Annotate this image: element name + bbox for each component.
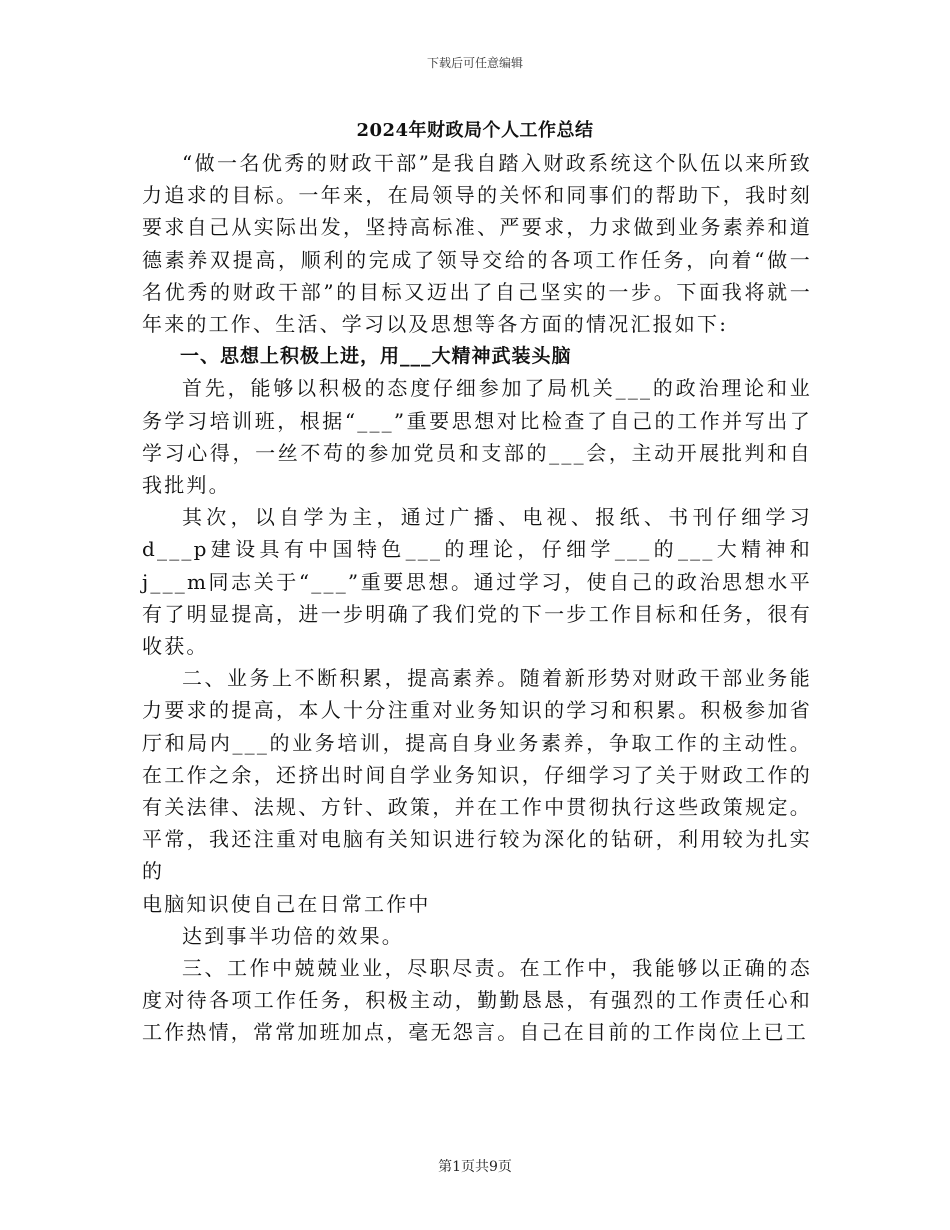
paragraph-second: 其次，以自学为主，通过广播、电视、报纸、书刊仔细学习d___p建设具有中国特色___的理论，仔细学___的___大精神和j___m同志关于“___”重要思想。通过学习，使自己的政治思想水平有了明显提高，进一步明确了我们党的下一步工作目标和任务，很有收获。 — [142, 505, 812, 659]
paragraph-first: 首先，能够以积极的态度仔细参加了局机关___的政治理论和业务学习培训班，根据“___”重要思想对比检查了自己的工作并写出了学习心得，一丝不苟的参加党员和支部的___会，主动开展批判和自我批判。 — [142, 376, 812, 498]
paragraph-section-3: 三、工作中兢兢业业，尽职尽责。在工作中，我能够以正确的态度对待各项工作任务，积极主动，勤勤恳恳，有强烈的工作责任心和工作热情，常常加班加点，毫无怨言。自己在目前的工作岗位上已工 — [142, 956, 812, 1045]
page-number: 第1页共9页 — [438, 1159, 512, 1175]
document-body — [142, 147, 812, 1049]
document-title: 2024年财政局个人工作总结 — [356, 120, 594, 141]
paragraph-intro: “做一名优秀的财政干部”是我自踏入财政系统这个队伍以来所致力追求的目标。一年来，在局领导的关怀和同事们的帮助下，我时刻要求自己从实际出发，坚持高标准、严要求，力求做到业务素养和道德素养双提高，顺利的完成了领导交给的各项工作任务，向着“做一名优秀的财政干部”的目标又迈出了自己坚实的一步。下面我将就一年来的工作、生活、学习以及思想等各方面的情况汇报如下: — [142, 151, 812, 337]
header-note: 下载后可任意编辑 — [426, 56, 523, 70]
paragraph-continuation: 电脑知识使自己在日常工作中 — [142, 891, 431, 916]
paragraph-section-2: 二、业务上不断积累，提高素养。随着新形势对财政干部业务能力要求的提高，本人十分注重对业务知识的学习和积累。积极参加省厅和局内___的业务培训，提高自身业务素养，争取工作的主动性。在工作之余，还挤出时间自学业务知识，仔细学习了关于财政工作的有关法律、法规、方针、政策，并在工作中贯彻执行这些政策规定。平常，我还注重对电脑有关知识进行较为深化的钻研，利用较为扎实的 — [142, 666, 812, 884]
paragraph-continuation-2: 达到事半功倍的效果。 — [182, 923, 404, 948]
section-heading-1: 一、思想上积极上进，用___大精神武装头脑 — [180, 345, 572, 368]
